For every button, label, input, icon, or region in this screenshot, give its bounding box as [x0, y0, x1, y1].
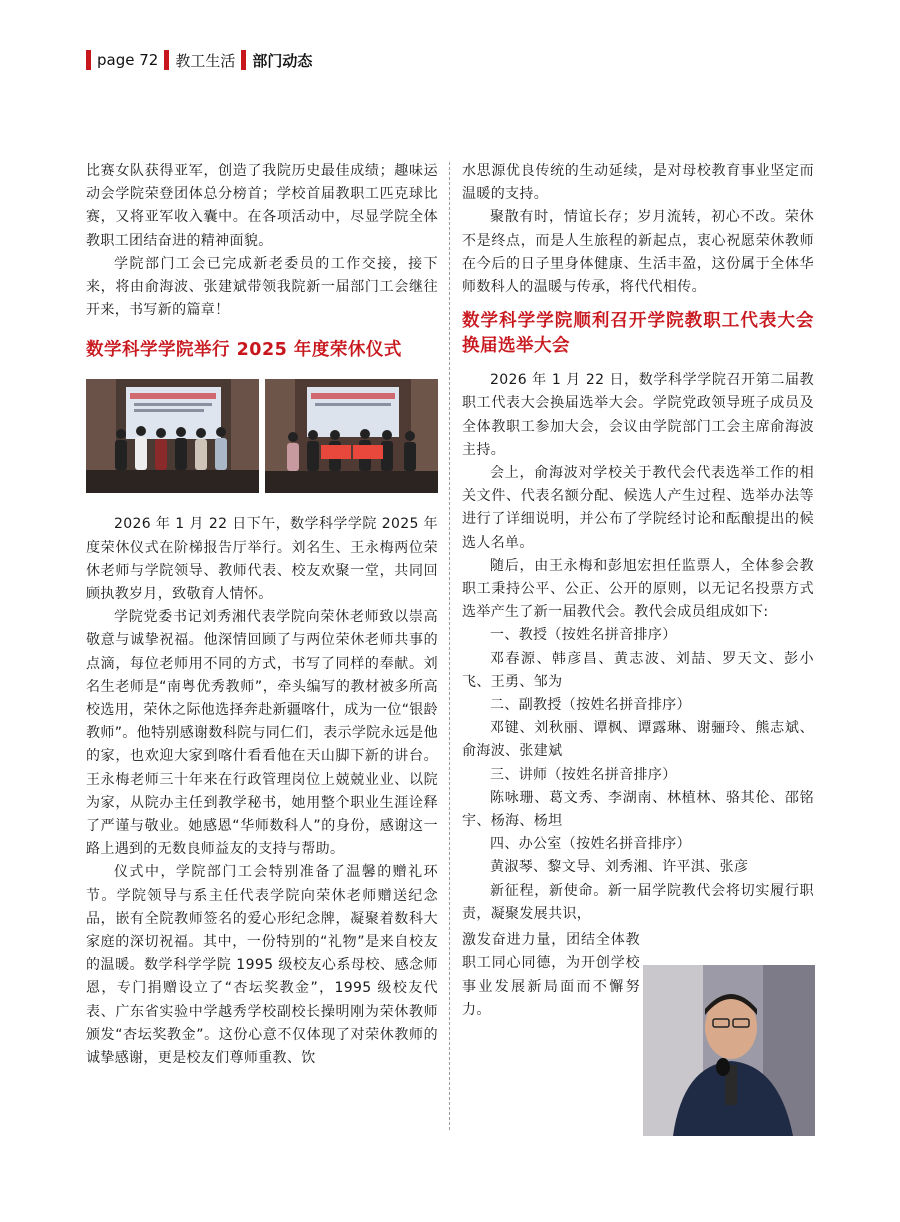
subsection-title: 部门动态 [252, 51, 313, 70]
header-bar [86, 50, 91, 70]
group-names: 陈咏珊、葛文秀、李湖南、林植林、骆其伦、邵铭宇、杨海、杨坦 [462, 789, 814, 830]
group-names: 黄淑琴、黎文导、刘秀湘、许平淇、张彦 [490, 859, 749, 876]
paragraph: 2026 年 1 月 22 日，数学科学学院召开第二届教职工代表大会换届选举大会。学院党政领导班子成员及全体教职工参加大会，会议由学院部门工会主席俞海波主持。 [462, 372, 814, 458]
paragraph: 学院部门工会已完成新老委员的工作交接，接下来，将由俞海波、张建斌带领我院新一届部门工会继往开来，书写新的篇章！ [86, 255, 438, 319]
speaker-photo [643, 965, 815, 1136]
group-names: 邓键、刘秋丽、谭枫、谭露琳、谢骊玲、熊志斌、俞海波、张建斌 [462, 720, 814, 760]
ceremony-photo [86, 379, 259, 493]
paragraph: 2026 年 1 月 22 日下午，数学科学学院 2025 年度荣休仪式在阶梯报告厅举行。刘名生、王永梅两位荣休老师与学院领导、教师代表、校友欢聚一堂，共同回顾执教岁月，致敬育人情怀。 [86, 516, 438, 603]
paragraph: 比赛女队获得亚军，创造了我院历史最佳成绩；趣味运动会学院荣登团体总分榜首；学校首届教职工匹克球比赛，又将亚军收入囊中。在各项活动中，尽显学院全体教职工团结奋进的精神面貌。 [86, 163, 438, 249]
paragraph: 学院党委书记刘秀湘代表学院向荣休老师致以崇高敬意与诚挚祝福。他深情回顾了与两位荣休老师共事的点滴，每位老师用不同的方式，书写了同样的奉献。刘名生老师是“南粤优秀教师”，牵头编写的教材被多所高校选用，荣休之际他选择奔赴新疆喀什，成为一位“银龄教师”。他特别感谢数科院与同仁们，表示学院永远是他的家，也欢迎大家到喀什看看他在天山脚下新的讲台。王永梅老师三十年来在行政管理岗位上兢兢业业、以院为家，从院办主任到教学秘书，她用整个职业生涯诠释了严谨与敬业。她感恩“华师数科人”的身份，感谢这一路上遇到的无数良师益友的支持与帮助。 [86, 609, 439, 858]
header-bar [164, 50, 169, 70]
group-title: 二、副教授（按姓名拼音排序） [490, 697, 691, 714]
column-divider [449, 162, 450, 1130]
article-heading: 数学科学学院顺利召开学院教职工代表大会换届选举大会 [462, 311, 814, 357]
header-bar [241, 50, 246, 70]
group-title: 一、教授（按姓名拼音排序） [490, 627, 677, 644]
group-title: 三、讲师（按姓名拼音排序） [490, 766, 677, 783]
group-title: 四、办公室（按姓名拼音排序） [490, 836, 691, 853]
page-header [86, 48, 318, 72]
page-number: page 72 [97, 51, 159, 69]
paragraph: 随后，由王永梅和彭旭宏担任监票人，全体参会教职工秉持公平、公正、公开的原则，以无记名投票方式选举产生了新一届教代会。教代会成员组成如下: [462, 557, 814, 621]
paragraph: 仪式中，学院部门工会特别准备了温馨的赠礼环节。学院领导与系主任代表学院向荣休老师赠送纪念品，嵌有全院教师签名的爱心形纪念牌，凝聚着数科大家庭的深切祝福。其中，一份特别的“礼物”是来自校友的温暖。数学科学学院 1995 级校友心系母校、感念师恩，专门捐赠设立了“杏坛奖教金”，1995 级校友代表、广东省实验中学越秀学校副校长操明刚为荣休教师颁发“杏坛奖教金”。这份心意不仅体现了对荣休教师的诚挚感谢，更是校友们尊师重教、饮 [86, 864, 438, 1067]
photo-row [86, 379, 438, 493]
left-column [86, 160, 438, 1070]
right-column [462, 160, 814, 1022]
paragraph: 激发奋进力量，团结全体教职工同心同德，为开创学校事业发展新局面而不懈努力。 [462, 932, 640, 1018]
award-photo [265, 379, 438, 493]
paragraph: 会上，俞海波对学校关于教代会代表选举工作的相关文件、代表名额分配、候选人产生过程、选举办法等进行了详细说明，并公布了学院经讨论和酝酿提出的候选人名单。 [462, 465, 814, 551]
group-names: 邓春源、韩彦昌、黄志波、刘喆、罗天文、彭小飞、王勇、邹为 [462, 650, 814, 690]
section-title: 教工生活 [175, 51, 236, 70]
paragraph: 新征程，新使命。新一届学院教代会将切实履行职责，凝聚发展共识， [462, 882, 814, 922]
paragraph: 水思源优良传统的生动延续，是对母校教育事业坚定而温暖的支持。 [462, 163, 814, 203]
article-heading: 数学科学学院举行 2025 年度荣休仪式 [86, 340, 402, 361]
paragraph: 聚散有时，情谊长存；岁月流转，初心不改。荣休不是终点，而是人生旅程的新起点，衷心祝愿荣休教师在今后的日子里身体健康、生活丰盈，这份属于全体华师数科人的温暖与传承，将代代相传。 [462, 209, 814, 296]
